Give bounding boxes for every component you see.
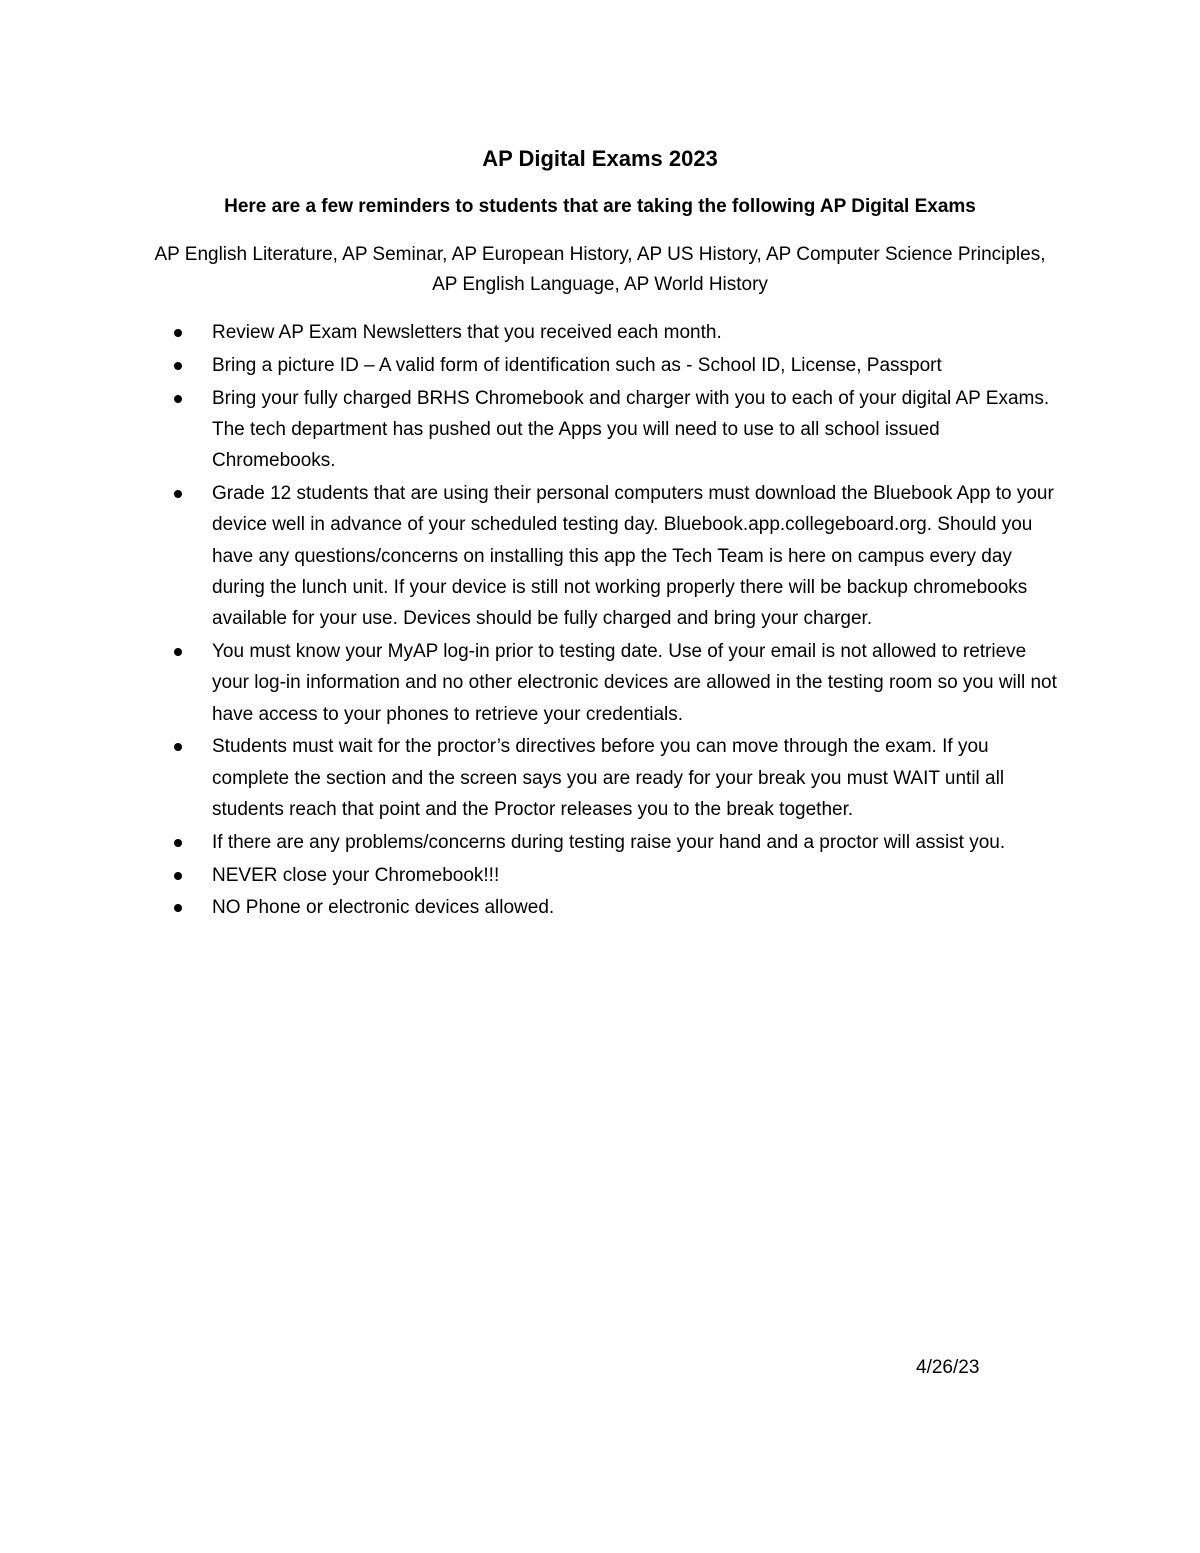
- list-item-text: Bring a picture ID – A valid form of identification such as - School ID, License, Passport: [212, 354, 942, 376]
- list-item: [168, 350, 1068, 381]
- list-item: [168, 860, 1068, 891]
- document-subtitle: Here are a few reminders to students that are taking the following AP Digital Exams: [224, 196, 976, 217]
- list-item-text: You must know your MyAP log-in prior to testing date. Use of your email is not allowed to retrieve your log-in information and no other electronic devices are allowed in the testing room so you will not have access to your phones to retrieve your credentials.: [212, 640, 1057, 725]
- bullet-icon: [174, 904, 182, 912]
- list-item: [168, 827, 1068, 858]
- list-item-text: Bring your fully charged BRHS Chromebook and charger with you to each of your digital AP Exams. The tech department has pushed out the Apps you will need to use to all school issued Chromebooks.: [212, 387, 1050, 472]
- list-item-text: NEVER close your Chromebook!!!: [212, 864, 500, 886]
- bullet-icon: [174, 648, 182, 656]
- list-item: [168, 636, 1068, 730]
- exam-list: AP English Literature, AP Seminar, AP European History, AP US History, AP Computer Science Principles, AP English Language, AP World History: [154, 244, 1046, 295]
- bullet-icon: [174, 839, 182, 847]
- bullet-icon: [174, 395, 182, 403]
- list-item: [168, 892, 1068, 923]
- list-item: [168, 478, 1068, 634]
- list-item: [168, 731, 1068, 825]
- list-item: [168, 317, 1068, 348]
- bullet-icon: [174, 743, 182, 751]
- bullet-icon: [174, 490, 182, 498]
- list-item-text: If there are any problems/concerns during testing raise your hand and a proctor will assist you.: [212, 831, 1006, 853]
- list-item: [168, 383, 1068, 477]
- reminder-list: [168, 317, 1068, 925]
- bullet-icon: [174, 329, 182, 337]
- document-date: 4/26/23: [916, 1357, 980, 1378]
- list-item-text: Review AP Exam Newsletters that you received each month.: [212, 322, 722, 343]
- list-item-text: Students must wait for the proctor’s directives before you can move through the exam. If you complete the section and the screen says you are ready for your break you must WAIT until all students reach that point and the Proctor releases you to the break together.: [212, 736, 1005, 820]
- document-title: AP Digital Exams 2023: [482, 146, 718, 171]
- list-item-text: NO Phone or electronic devices allowed.: [212, 897, 555, 919]
- list-item-text: Grade 12 students that are using their personal computers must download the Bluebook App to your device well in advance of your scheduled testing day. Bluebook.app.collegeboard.org. Should you have any questions/concerns on installing this app the Tech Team is here on campus every day during the lunch unit. If your device is still not working properly there will be backup chromebooks available for your use. Devices should be fully charged and bring your charger.: [212, 482, 1054, 630]
- bullet-icon: [174, 872, 182, 880]
- bullet-icon: [174, 362, 182, 370]
